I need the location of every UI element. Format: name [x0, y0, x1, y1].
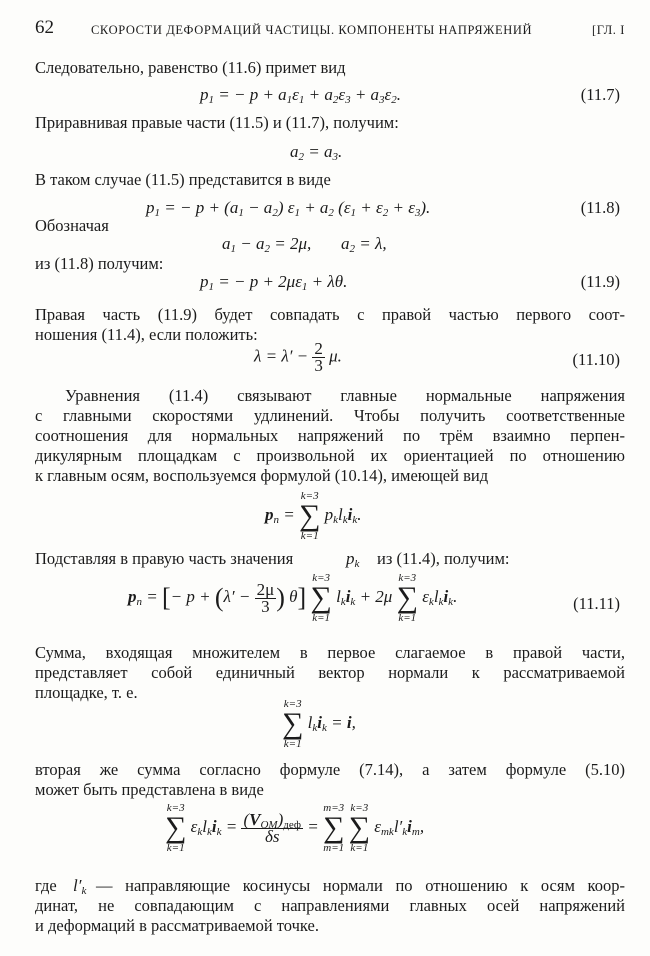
- running-title: СКОРОСТИ ДЕФОРМАЦИЙ ЧАСТИЦЫ. КОМПОНЕНТЫ НАПРЯЖЕНИЙ: [91, 23, 533, 37]
- equation-11-11: $p_n$ = [− p + (λ′ − $\frac{2\mu}{3}$ ) θ] k=3 ∑ k=1 $l_ki_k + 2\mu$ k=3 ∑ k=1 $\varepsilon_kl_ki_k$.: [128, 572, 458, 624]
- text-line: В таком случае (11.5) представится в виде: [35, 170, 331, 189]
- text-line: — направляющие косинусы нормали по отношению к осям коор-: [96, 876, 625, 895]
- equation-deformation-sum: k=3 ∑ k=1 $\varepsilon_kl_ki_k$ = $\frac{(V_{OM})_{деф}}{\delta s}$ = m=3 ∑ m=1 k=3 ∑ k=1 $\varepsilon_{mk}l'_ki_m$,: [165, 802, 425, 854]
- text-line: из (11.4), получим:: [377, 549, 510, 568]
- equation-11-7: $p_1$ = − $p + a_1\varepsilon_1 + a_2\varepsilon_3 + a_3\varepsilon_2$.: [200, 85, 401, 106]
- sum-lower-limit: k=1: [166, 842, 185, 854]
- text-line: ношения (11.4), если положить:: [35, 325, 258, 344]
- equation-unit-normal: k=3 ∑ k=1 $l_ki_k = i$,: [282, 698, 356, 750]
- equation-number: (11.7): [580, 85, 620, 104]
- sum-upper-limit: k=3: [300, 490, 319, 502]
- sum-lower-limit: k=1: [350, 842, 369, 854]
- equation-number: (11.11): [573, 594, 620, 613]
- equation-number: (11.8): [580, 198, 620, 217]
- equation-notation: $a_1 - a_2 = 2\mu$, $a_2 = \lambda$,: [222, 234, 387, 255]
- text-line: Правая часть (11.9) будет совпадать с правой частью первого соот-: [35, 305, 625, 324]
- sum-upper-limit: m=3: [323, 802, 345, 814]
- sum-upper-limit: k=3: [312, 572, 331, 584]
- text-line: с главными скоростями удлинений. Чтобы получить соответственные: [35, 406, 625, 425]
- page-number: 62: [35, 17, 54, 38]
- text-line: и деформаций в рассматриваемой точке.: [35, 916, 319, 935]
- equation-11-8: $p_1$ = − $p + (a_1 - a_2) \varepsilon_1 + a_2$ $(\varepsilon_1 + \varepsilon_2 + \varepsilon_3)$.: [146, 198, 431, 219]
- text-line: Приравнивая правые части (11.5) и (11.7), получим:: [35, 113, 399, 132]
- text-line: Обозначая: [35, 216, 109, 235]
- sum-upper-limit: k=3: [398, 572, 417, 584]
- equation-a2-a3: $a_2 = a_3$.: [290, 142, 343, 163]
- text-line: дикулярным площадкам с произвольной их ориентацией по отношению: [35, 446, 625, 465]
- sum-lower-limit: m=1: [323, 842, 345, 854]
- inline-math-pk: $p_k$: [346, 549, 360, 570]
- text-line: динат, не совпадающим с направлениями главных осей напряжений: [35, 896, 625, 915]
- equation-11-9: $p_1$ = − $p + 2\mu\varepsilon_1 + \lambda\theta$.: [200, 272, 348, 293]
- text-line: Подставляя в правую часть значения: [35, 549, 294, 568]
- text-line: из (11.8) получим:: [35, 254, 164, 273]
- text-line: вторая же сумма согласно формуле (7.14), а затем формуле (5.10): [35, 760, 625, 779]
- text-line: Следовательно, равенство (11.6) примет вид: [35, 58, 346, 77]
- sum-upper-limit: k=3: [166, 802, 185, 814]
- equation-number: (11.9): [580, 272, 620, 291]
- equation-number: (11.10): [572, 350, 620, 369]
- text-line: соотношения для нормальных напряжений по трём взаимно перпен-: [35, 426, 625, 445]
- sum-upper-limit: k=3: [350, 802, 369, 814]
- sum-lower-limit: k=1: [300, 530, 319, 542]
- chapter-label: [ГЛ. I: [592, 23, 625, 37]
- text-line: где: [35, 876, 57, 895]
- equation-11-10: λ = λ′ − $\frac{2}{3}$ μ.: [254, 339, 342, 375]
- text-line: может быть представлена в виде: [35, 780, 264, 799]
- inline-math-lk-prime: $l'_k$: [73, 876, 87, 897]
- equation-10-14: $p_n$ = k=3 ∑ k=1 $p_kl_ki_k$.: [265, 490, 362, 542]
- text-line: Сумма, входящая множителем в первое слагаемое в правой части,: [35, 643, 625, 662]
- sum-lower-limit: k=1: [312, 612, 331, 624]
- running-header: [35, 18, 625, 40]
- text-line: к главным осям, воспользуемся формулой (10.14), имеющей вид: [35, 466, 489, 485]
- sum-upper-limit: k=3: [283, 698, 302, 710]
- sum-lower-limit: k=1: [283, 738, 302, 750]
- sum-lower-limit: k=1: [398, 612, 417, 624]
- text-line: площадке, т. е.: [35, 683, 138, 702]
- text-line: Уравнения (11.4) связывают главные нормальные напряжения: [65, 386, 625, 405]
- text-line: представляет собой единичный вектор нормали к рассматриваемой: [35, 663, 625, 682]
